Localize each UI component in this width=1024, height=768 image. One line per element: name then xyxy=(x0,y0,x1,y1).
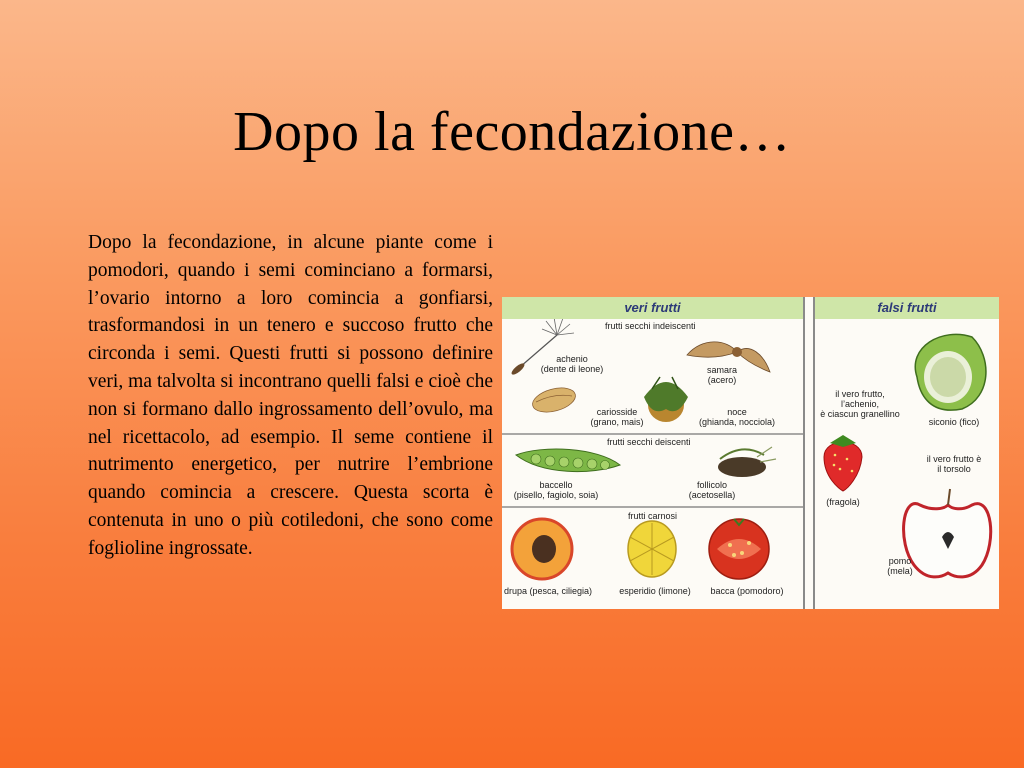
label-torsolo: il vero frutto è il torsolo xyxy=(926,454,982,474)
label-vero-frutto: il vero frutto, l’achenio, è ciascun granellino xyxy=(820,389,900,419)
siconio-drawing xyxy=(915,334,986,410)
label-siconio: siconio (fico) xyxy=(928,417,980,427)
header-falsi-frutti: falsi frutti xyxy=(815,297,999,319)
label-samara: samara (acero) xyxy=(706,365,737,385)
label-noce: noce (ghianda, nocciola) xyxy=(698,407,776,427)
esperidio-drawing xyxy=(628,521,676,577)
body-paragraph: Dopo la fecondazione, in alcune piante come i pomodori, quando i semi cominciano a formarsi, l’ovario intorno a loro comincia a gonfiarsi, trasformandosi in un tenero e succoso frutto che circonda i semi. Questi frutti si possono definire veri, ma talvolta si incontrano quelli falsi e cioè che non si formano dallo ingrossamento dell’ovulo, ma nel ricettacolo, ad esempio. Il seme contiene il nutrimento energetico, per nutrire l’embrione quando comincia a crescere. Questa scorta è contenuta in uno o più cotiledoni, che sono come foglioline ingrossate. xyxy=(88,232,493,559)
fruit-drawings xyxy=(502,297,999,609)
baccello-drawing xyxy=(516,449,620,472)
header-veri-frutti: veri frutti xyxy=(502,297,803,319)
fragola-drawing xyxy=(824,435,862,491)
fruit-illustration xyxy=(502,297,999,609)
label-achenio: achenio (dente di leone) xyxy=(540,354,604,374)
label-esperidio: esperidio (limone) xyxy=(619,586,691,596)
label-pomo: pomo (mela) xyxy=(887,556,913,576)
label-fragola: (fragola) xyxy=(826,497,860,507)
cariosside-drawing xyxy=(530,384,578,417)
drupa-drawing xyxy=(512,519,572,579)
section-carnosi: frutti carnosi xyxy=(628,511,678,521)
section-deiscenti: frutti secchi deiscenti xyxy=(607,437,691,447)
column-divider-2 xyxy=(813,297,815,609)
label-baccello: baccello (pisello, fagiolo, soia) xyxy=(513,480,599,500)
label-follicolo: follicolo (acetosella) xyxy=(688,480,736,500)
section-indeiscenti: frutti secchi indeiscenti xyxy=(605,321,696,331)
follicolo-drawing xyxy=(718,447,776,477)
column-divider xyxy=(803,297,805,609)
label-cariosside: cariosside (grano, mais) xyxy=(590,407,644,427)
label-drupa: drupa (pesca, ciliegia) xyxy=(503,586,593,596)
label-bacca: bacca (pomodoro) xyxy=(710,586,784,596)
slide-title: Dopo la fecondazione… xyxy=(233,101,791,163)
bacca-drawing xyxy=(709,519,769,579)
